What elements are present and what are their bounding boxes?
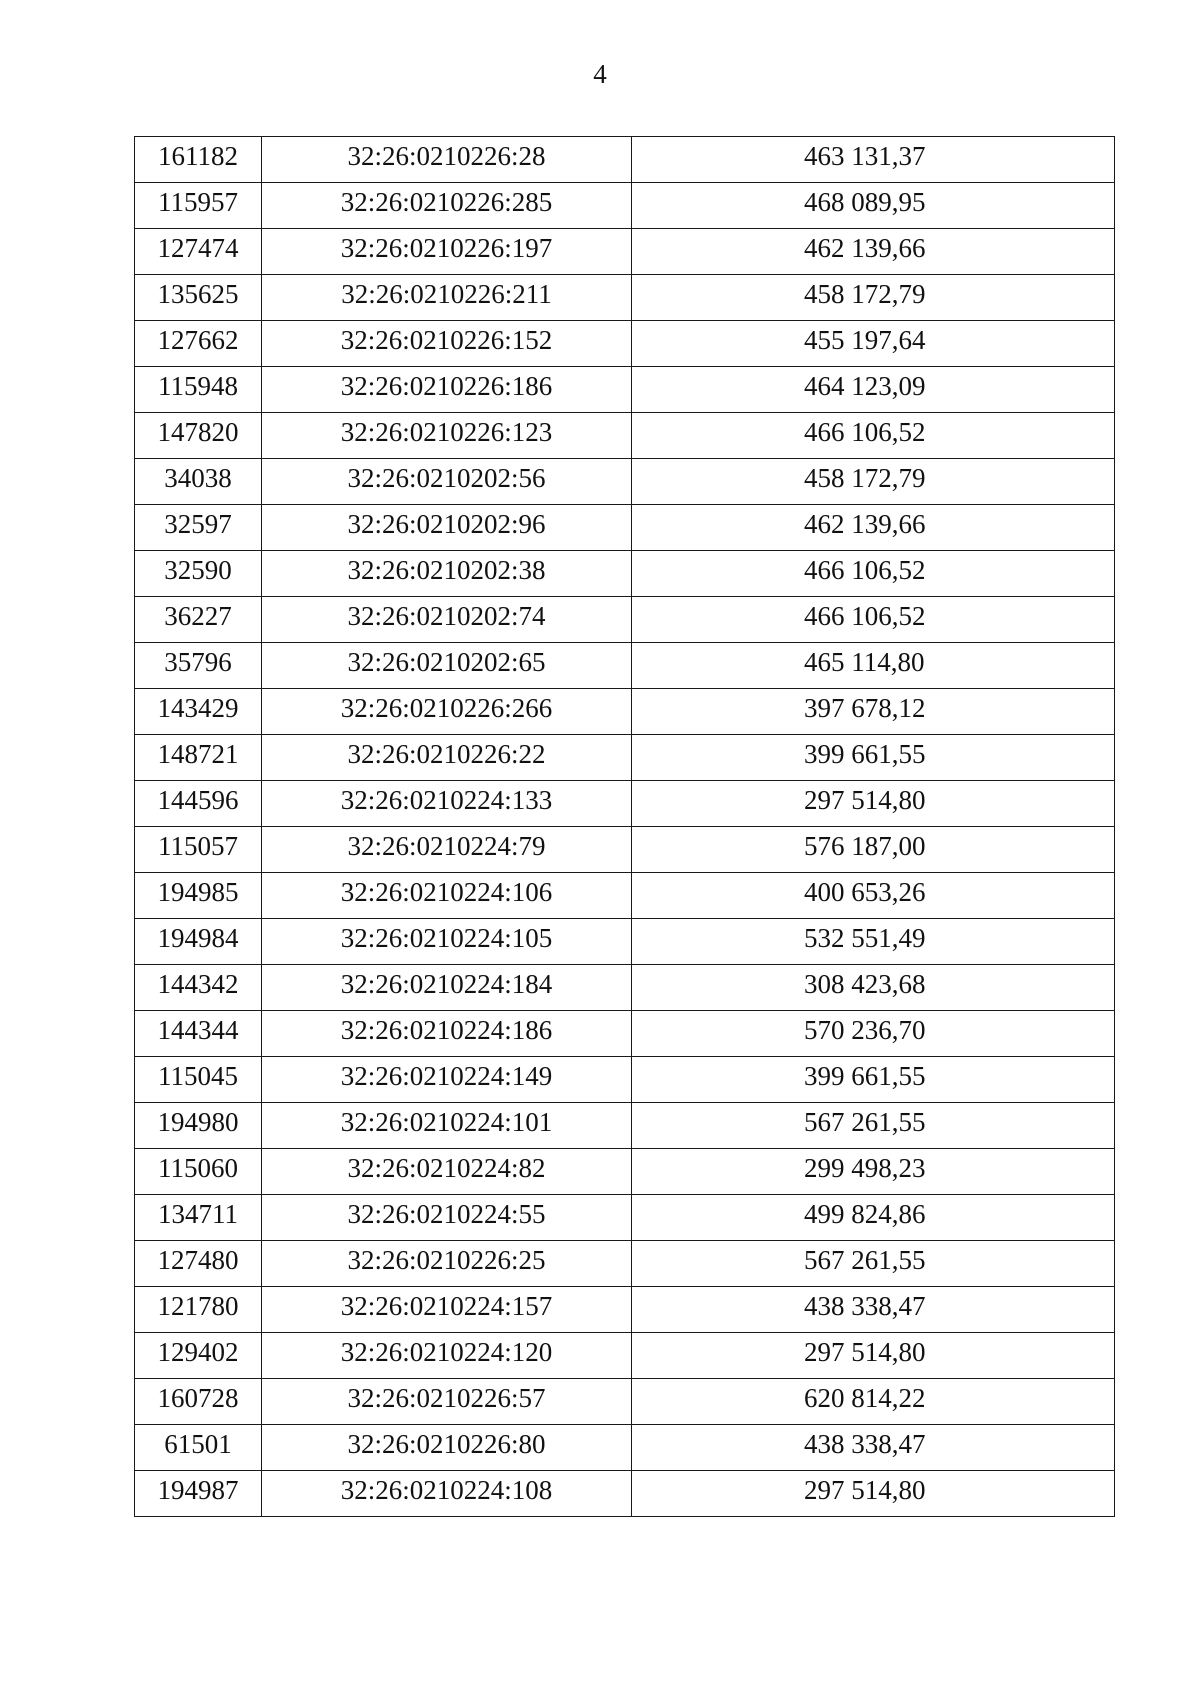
cadastral-number-cell: 32:26:0210226:197	[262, 229, 632, 275]
value-cell: 567 261,55	[632, 1241, 1115, 1287]
cadastral-number-cell: 32:26:0210226:57	[262, 1379, 632, 1425]
cadastral-number-cell: 32:26:0210226:123	[262, 413, 632, 459]
cadastral-number-cell: 32:26:0210226:211	[262, 275, 632, 321]
page-number: 4	[593, 59, 607, 89]
value-cell: 297 514,80	[632, 781, 1115, 827]
record-id-cell: 144344	[135, 1011, 262, 1057]
record-id-cell: 144342	[135, 965, 262, 1011]
record-id-cell: 127662	[135, 321, 262, 367]
record-id-cell: 148721	[135, 735, 262, 781]
cadastral-number-cell: 32:26:0210224:82	[262, 1149, 632, 1195]
record-id-cell: 135625	[135, 275, 262, 321]
table-row	[135, 505, 1115, 551]
record-id-cell: 115057	[135, 827, 262, 873]
value-cell: 399 661,55	[632, 1057, 1115, 1103]
table-row	[135, 183, 1115, 229]
record-id-cell: 194980	[135, 1103, 262, 1149]
value-cell: 455 197,64	[632, 321, 1115, 367]
cadastral-number-cell: 32:26:0210224:149	[262, 1057, 632, 1103]
table-row	[135, 781, 1115, 827]
record-id-cell: 32590	[135, 551, 262, 597]
cadastral-number-cell: 32:26:0210224:108	[262, 1471, 632, 1517]
table-row	[135, 597, 1115, 643]
value-cell: 299 498,23	[632, 1149, 1115, 1195]
cadastral-number-cell: 32:26:0210202:38	[262, 551, 632, 597]
record-id-cell: 115045	[135, 1057, 262, 1103]
value-cell: 567 261,55	[632, 1103, 1115, 1149]
record-id-cell: 32597	[135, 505, 262, 551]
cadastral-number-cell: 32:26:0210226:266	[262, 689, 632, 735]
value-cell: 462 139,66	[632, 229, 1115, 275]
value-cell: 458 172,79	[632, 275, 1115, 321]
cadastral-number-cell: 32:26:0210224:157	[262, 1287, 632, 1333]
record-id-cell: 134711	[135, 1195, 262, 1241]
value-cell: 464 123,09	[632, 367, 1115, 413]
record-id-cell: 147820	[135, 413, 262, 459]
record-id-cell: 127474	[135, 229, 262, 275]
value-cell: 465 114,80	[632, 643, 1115, 689]
cadastral-number-cell: 32:26:0210224:106	[262, 873, 632, 919]
cadastral-number-cell: 32:26:0210226:25	[262, 1241, 632, 1287]
cadastral-number-cell: 32:26:0210224:133	[262, 781, 632, 827]
cadastral-number-cell: 32:26:0210226:28	[262, 137, 632, 183]
table-row	[135, 919, 1115, 965]
cadastral-number-cell: 32:26:0210224:184	[262, 965, 632, 1011]
table-row	[135, 367, 1115, 413]
cadastral-number-cell: 32:26:0210202:65	[262, 643, 632, 689]
value-cell: 400 653,26	[632, 873, 1115, 919]
table-row	[135, 689, 1115, 735]
table-row	[135, 827, 1115, 873]
table-row	[135, 459, 1115, 505]
record-id-cell: 35796	[135, 643, 262, 689]
value-cell: 466 106,52	[632, 597, 1115, 643]
table-row	[135, 965, 1115, 1011]
cadastral-number-cell: 32:26:0210226:186	[262, 367, 632, 413]
table-row	[135, 229, 1115, 275]
record-id-cell: 194984	[135, 919, 262, 965]
data-table	[134, 136, 1115, 1517]
table-row	[135, 321, 1115, 367]
value-cell: 399 661,55	[632, 735, 1115, 781]
value-cell: 466 106,52	[632, 413, 1115, 459]
cadastral-number-cell: 32:26:0210224:79	[262, 827, 632, 873]
table-row	[135, 1241, 1115, 1287]
value-cell: 466 106,52	[632, 551, 1115, 597]
table-row	[135, 137, 1115, 183]
value-cell: 532 551,49	[632, 919, 1115, 965]
record-id-cell: 144596	[135, 781, 262, 827]
value-cell: 620 814,22	[632, 1379, 1115, 1425]
table-row	[135, 1471, 1115, 1517]
record-id-cell: 160728	[135, 1379, 262, 1425]
value-cell: 499 824,86	[632, 1195, 1115, 1241]
record-id-cell: 143429	[135, 689, 262, 735]
table-row	[135, 1011, 1115, 1057]
record-id-cell: 129402	[135, 1333, 262, 1379]
value-cell: 297 514,80	[632, 1471, 1115, 1517]
value-cell: 297 514,80	[632, 1333, 1115, 1379]
cadastral-number-cell: 32:26:0210202:96	[262, 505, 632, 551]
table-row	[135, 1057, 1115, 1103]
cadastral-number-cell: 32:26:0210224:105	[262, 919, 632, 965]
record-id-cell: 115957	[135, 183, 262, 229]
table-row	[135, 1425, 1115, 1471]
value-cell: 438 338,47	[632, 1287, 1115, 1333]
record-id-cell: 61501	[135, 1425, 262, 1471]
cadastral-number-cell: 32:26:0210226:152	[262, 321, 632, 367]
record-id-cell: 194985	[135, 873, 262, 919]
cadastral-number-cell: 32:26:0210224:55	[262, 1195, 632, 1241]
table-row	[135, 1287, 1115, 1333]
record-id-cell: 36227	[135, 597, 262, 643]
table-row	[135, 735, 1115, 781]
table-row	[135, 413, 1115, 459]
table-row	[135, 275, 1115, 321]
table-row	[135, 1333, 1115, 1379]
table-row	[135, 1103, 1115, 1149]
table-row	[135, 1195, 1115, 1241]
record-id-cell: 115948	[135, 367, 262, 413]
cadastral-number-cell: 32:26:0210226:22	[262, 735, 632, 781]
value-cell: 458 172,79	[632, 459, 1115, 505]
cadastral-number-cell: 32:26:0210202:74	[262, 597, 632, 643]
record-id-cell: 194987	[135, 1471, 262, 1517]
value-cell: 438 338,47	[632, 1425, 1115, 1471]
table-row	[135, 1379, 1115, 1425]
value-cell: 463 131,37	[632, 137, 1115, 183]
table-row	[135, 551, 1115, 597]
value-cell: 570 236,70	[632, 1011, 1115, 1057]
value-cell: 576 187,00	[632, 827, 1115, 873]
cadastral-number-cell: 32:26:0210224:186	[262, 1011, 632, 1057]
record-id-cell: 121780	[135, 1287, 262, 1333]
table-row	[135, 643, 1115, 689]
value-cell: 468 089,95	[632, 183, 1115, 229]
cadastral-number-cell: 32:26:0210224:120	[262, 1333, 632, 1379]
cadastral-number-cell: 32:26:0210202:56	[262, 459, 632, 505]
value-cell: 462 139,66	[632, 505, 1115, 551]
cadastral-number-cell: 32:26:0210226:80	[262, 1425, 632, 1471]
record-id-cell: 127480	[135, 1241, 262, 1287]
value-cell: 397 678,12	[632, 689, 1115, 735]
cadastral-number-cell: 32:26:0210226:285	[262, 183, 632, 229]
record-id-cell: 34038	[135, 459, 262, 505]
cadastral-number-cell: 32:26:0210224:101	[262, 1103, 632, 1149]
record-id-cell: 161182	[135, 137, 262, 183]
record-id-cell: 115060	[135, 1149, 262, 1195]
table-body	[135, 137, 1115, 1517]
value-cell: 308 423,68	[632, 965, 1115, 1011]
table-row	[135, 873, 1115, 919]
table-row	[135, 1149, 1115, 1195]
